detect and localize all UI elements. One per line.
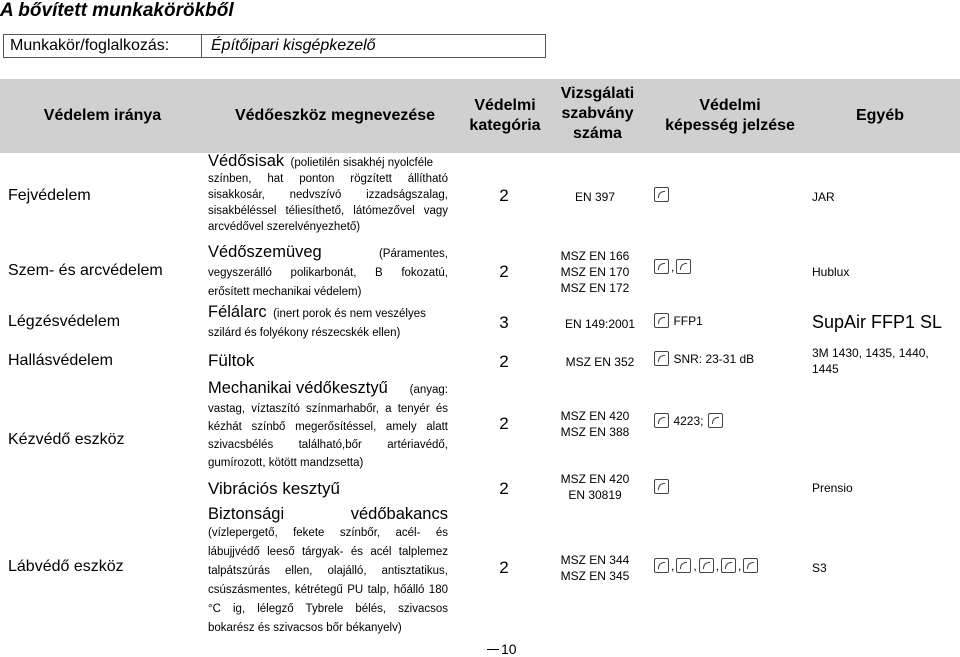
- row-7-desc-line: talpátszúrás ellen, olajálló, antisztatikus,: [208, 565, 448, 577]
- row-1-description: [208, 153, 448, 235]
- row-3-marking-text: FFP1: [673, 314, 703, 328]
- row-6-standard-line: EN 30819: [568, 488, 622, 502]
- oil-resistant-pictogram-icon: [721, 558, 736, 573]
- header-category-l2: kategória: [469, 117, 541, 134]
- row-7-marking-sep: ,: [738, 559, 742, 573]
- row-5-desc-line: vastag, víztaszító színmarhabőr, a tenyér és: [208, 403, 448, 415]
- header-marking-l2: képesség jelzése: [665, 117, 795, 134]
- row-3-description: [208, 304, 448, 341]
- row-4-other-line: 3M 1430, 1435, 1440,: [812, 346, 929, 360]
- heat-resistant-pictogram-icon: [699, 558, 714, 573]
- vibration-glove-pictogram-icon: [654, 479, 669, 494]
- row-1-desc-lead: (polietilén sisakhéj nyolcféle: [290, 157, 434, 169]
- eye-protection-pictogram-icon: [654, 259, 669, 274]
- row-5-direction: Kézvédő eszköz: [8, 431, 125, 448]
- row-5-standard-line: MSZ EN 388: [560, 425, 630, 439]
- row-7-marking: [654, 557, 758, 575]
- row-4-other: [812, 345, 929, 377]
- header-standard-l3: száma: [573, 125, 622, 142]
- row-2-description: [208, 244, 448, 300]
- row-7-desc-line: °C ig, lélegző Tybrele bélés, szivacsos: [208, 603, 448, 615]
- safety-boot-pictogram-icon: [654, 558, 669, 573]
- row-7-marking-sep: ,: [715, 559, 720, 573]
- row-3-direction: Légzésvédelem: [8, 313, 121, 330]
- row-2-standard: [545, 248, 645, 296]
- row-7-standard-line: MSZ EN 345: [560, 569, 630, 583]
- row-5-desc-line: szivacsbélés található,bőr artériavédő,: [208, 439, 448, 451]
- row-1-category: 2: [499, 186, 509, 205]
- row-6-category: 2: [499, 479, 509, 498]
- job-label: Munkakör/foglalkozás:: [10, 37, 170, 54]
- row-4-marking-text: SNR: 23-31 dB: [673, 352, 755, 366]
- row-7-direction: Lábvédő eszköz: [8, 558, 124, 575]
- row-1-desc-line: arcvédővel szerelvényezhető): [208, 221, 361, 233]
- row-3-category: 3: [499, 313, 509, 332]
- row-2-category: 2: [499, 262, 509, 281]
- row-7-marking-sep: ,: [693, 559, 697, 573]
- row-2-direction: Szem- és arcvédelem: [8, 262, 163, 279]
- row-7-other: S3: [812, 561, 827, 575]
- row-1-marking: [654, 186, 669, 204]
- row-5-title: Mechanikai védőkesztyű: [208, 379, 388, 397]
- header-category-l1: Védelmi: [474, 97, 536, 114]
- row-2-marking: [654, 258, 691, 276]
- row-5-marking: [654, 412, 723, 430]
- header-standard-l1: Vizsgálati: [560, 85, 635, 102]
- row-7-desc-line: (vízlepergető, fekete színbőr, acél- és: [208, 527, 448, 539]
- row-7-description: [208, 506, 448, 638]
- row-4-other-line: 1445: [812, 362, 839, 376]
- row-3-marking: [654, 312, 703, 330]
- row-3-standard: EN 149:2001: [564, 317, 636, 331]
- row-7-desc-line: lábujjvédő leeső tárgyak- és acél talplemez: [208, 546, 448, 558]
- header-marking-l1: Védelmi: [699, 97, 761, 114]
- row-7-marking-sep: ,: [671, 559, 675, 573]
- row-2-other: Hublux: [812, 265, 850, 279]
- row-4-category: 2: [499, 352, 509, 371]
- job-divider: [201, 35, 202, 57]
- row-2-standard-line: MSZ EN 170: [560, 265, 630, 279]
- page-number: 10: [501, 641, 517, 657]
- row-2-desc-line: vegyszerálló polikarbonát, B fokozatú,: [208, 267, 448, 279]
- row-5-description: [208, 380, 448, 472]
- job-value: Építőipari kisgépkezelő: [211, 37, 376, 54]
- header-category: [455, 96, 555, 136]
- header-name: Védőeszköz megnevezése: [234, 107, 436, 124]
- row-5-desc-line: kézhát színbő megerősítéssel, amely alatt: [208, 421, 448, 433]
- row-6-marking: [654, 478, 669, 496]
- row-5-desc-line: gumírozott, kötött mandzsetta): [208, 457, 364, 469]
- row-7-standard-line: MSZ EN 344: [560, 553, 630, 567]
- row-7-title-l2: védőbakancs: [350, 505, 448, 523]
- row-5-standard: [545, 408, 645, 440]
- row-4-direction: Hallásvédelem: [8, 352, 113, 369]
- cut-resistance-pictogram-icon: [708, 413, 723, 428]
- row-1-desc-line: sisakkosár, nedvszívó izzadságszalag,: [208, 189, 448, 201]
- row-1-direction: Fejvédelem: [8, 187, 91, 204]
- row-4-marking: [654, 350, 754, 368]
- row-1-standard: EN 397: [574, 190, 616, 204]
- row-2-title: Védőszemüveg: [208, 243, 322, 261]
- row-4-standard: MSZ EN 352: [565, 355, 635, 369]
- row-1-desc-line: sisakbéléssel téliesíthető, látómezővel vagy: [208, 205, 448, 217]
- row-1-desc-line: színben, hat ponton rögzített állítható: [208, 173, 448, 185]
- row-2-marking-sep: ,: [671, 260, 675, 274]
- header-marking: [650, 96, 810, 136]
- row-3-desc-lead: (inert porok és nem veszélyes: [273, 308, 426, 320]
- row-1-other: JAR: [812, 190, 835, 204]
- helmet-pictogram-icon: [654, 187, 669, 202]
- row-3-other: SupAir FFP1 SL: [812, 312, 943, 332]
- row-6-other: Prensio: [812, 481, 853, 495]
- row-6-title: Vibrációs kesztyű: [208, 479, 340, 498]
- row-4-title: Fültok: [208, 351, 255, 370]
- section-heading: A bővített munkakörökből: [0, 0, 234, 21]
- row-6-standard-line: MSZ EN 420: [560, 472, 630, 486]
- row-2-standard-line: MSZ EN 166: [560, 249, 630, 263]
- row-6-standard: [545, 471, 645, 503]
- row-7-title-l1: Biztonsági: [208, 505, 285, 523]
- row-7-desc-line: bokarész és szivacsos bőr békanyelv): [208, 622, 402, 634]
- header-standard-l2: szabvány: [561, 105, 634, 122]
- row-7-category: 2: [499, 558, 509, 577]
- page-number-dash: [487, 649, 499, 650]
- header-direction: Védelem iránya: [43, 107, 162, 124]
- header-other: Egyéb: [855, 107, 904, 124]
- row-2-desc-lead: (Páramentes,: [378, 248, 448, 260]
- job-info-box: [3, 34, 546, 58]
- row-2-standard-line: MSZ EN 172: [560, 281, 630, 295]
- row-2-desc-line: erősített mechanikai védelem): [208, 286, 362, 298]
- row-7-standard: [545, 552, 645, 584]
- row-1-title: Védősisak: [208, 152, 285, 170]
- glove-pictogram-icon: [654, 413, 669, 428]
- row-3-title: Félálarc: [208, 303, 267, 321]
- respirator-pictogram-icon: [654, 313, 669, 328]
- row-7-desc-line: csúszásmentes, kétrétegű PU talp, hőálló 180: [208, 584, 448, 596]
- penetration-resistant-pictogram-icon: [743, 558, 758, 573]
- face-shield-pictogram-icon: [676, 259, 691, 274]
- row-3-desc-line: szilárd és folyékony részecskék ellen): [208, 327, 401, 339]
- header-standard: [545, 84, 650, 144]
- row-5-marking-text: 4223;: [673, 414, 704, 428]
- antistatic-pictogram-icon: [676, 558, 691, 573]
- ear-protection-pictogram-icon: [654, 351, 669, 366]
- row-5-desc-lead: (anyag:: [409, 384, 448, 396]
- row-5-standard-line: MSZ EN 420: [560, 409, 630, 423]
- row-5-category: 2: [499, 414, 509, 433]
